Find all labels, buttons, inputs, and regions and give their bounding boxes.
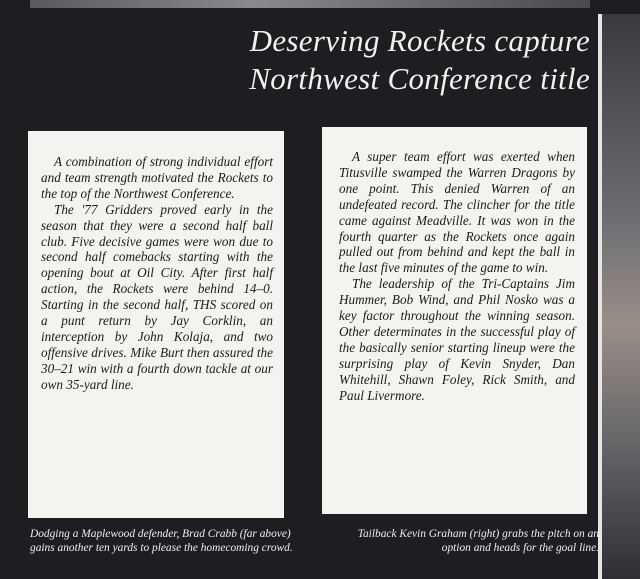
- headline-line-1: Deserving Rockets capture: [249, 23, 590, 58]
- paragraph: The leadership of the Tri-Captains Jim Hummer, Bob Wind, and Phil Nosko was a key factor throughout the winning season. Other determinates in the successful play of the basically senior starting lineup were the surprising play of Kevin Snyder, Dan Whitehill, Shawn Foley, Rick Smith, and Paul Livermore.: [339, 276, 575, 403]
- photo-caption-right: Tailback Kevin Graham (right) grabs the pitch on an option and heads for the goal line.: [357, 528, 599, 554]
- article-column-left: [28, 131, 284, 518]
- football-photo: [598, 14, 640, 579]
- headline: [150, 22, 590, 98]
- top-photo-edge: [30, 0, 590, 8]
- headline-line-2: Northwest Conference title: [249, 61, 590, 96]
- paragraph: A combination of strong individual effort and team strength motivated the Rockets to the top of the Northwest Conference.: [41, 154, 273, 201]
- article-column-right: [322, 127, 587, 514]
- paragraph: A super team effort was exerted when Titusville swamped the Warren Dragons by one point. This denied Warren of an undefeated record. The clincher for the title came against Meadville. It was won in the fourth quarter as the Rockets once again pulled out from behind and kept the ball in the last five minutes of the game to win.: [339, 149, 575, 276]
- photo-caption-left: Dodging a Maplewood defender, Brad Crabb (far above) gains another ten yards to please the homecoming crowd.: [30, 528, 293, 554]
- paragraph: The '77 Gridders proved early in the season that they were a second half ball club. Five decisive games were won due to second half comebacks starting with the opening bout at Oil City. After first half action, the Rockets were behind 14–0. Starting in the second half, THS scored on a punt return by Jay Corklin, an interception by John Kolaja, and two offensive drives. Mike Burt then assured the 30–21 win with a fourth down tackle at our own 35-yard line.: [41, 201, 273, 392]
